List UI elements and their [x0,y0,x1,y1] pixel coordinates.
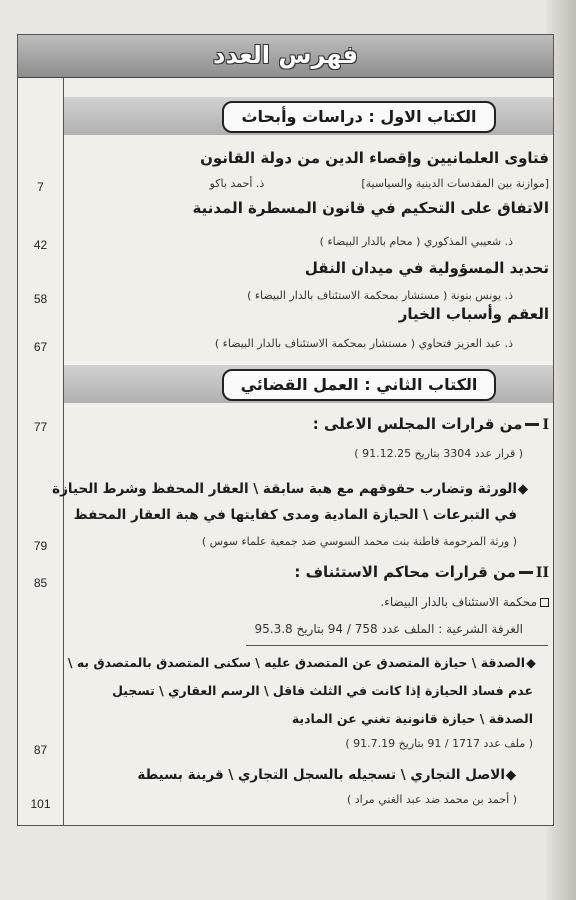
part1-item-title-1: الورثة وتضارب حقوقهم مع هبة سابقة \ العقار المحفظ وشرط الحيازة [52,481,517,497]
part2-item1-page: 87 [33,743,48,757]
part2-page: 85 [33,576,48,590]
entry2-page: 42 [33,238,48,252]
square-bullet-icon [540,598,549,607]
entry3-page: 58 [33,292,48,306]
part2-item1-line2: عدم فساد الحيازة إذا كانت في الثلث فاقل \ الرسم العقاري \ تسجيل [112,683,533,698]
entry1-subtitle: [موازنة بين المقدسات الدينية والسياسية] [361,177,549,190]
entry4-page: 67 [33,340,48,354]
section2-title: الكتاب الثاني : العمل القضائي [222,369,496,401]
bullet-icon: ◆ [505,767,517,783]
bullet-icon: ◆ [526,655,536,670]
part2-item2-parties: ( أحمد بن محمد ضد عبد الغني مراد ) [347,793,517,806]
part2-item2-line [137,767,517,783]
part2-heading-line [294,563,549,581]
chamber-underline [246,645,548,646]
part1-page: 77 [33,420,48,434]
section1-title: الكتاب الاول : دراسات وأبحاث [222,101,496,133]
part2-heading: من قرارات محاكم الاستئناف : [294,563,516,581]
part1-item-line1 [52,481,529,497]
part1-ref: ( قرار عدد 3304 بتاريخ 91.12.25 ) [354,447,523,460]
part2-numeral: II [535,565,549,581]
part1-item-page: 79 [33,539,48,553]
entry4-author: ذ. عبد العزيز فتحاوي ( مستشار بمحكمة الاستئناف بالدار البيضاء ) [214,337,513,350]
entry1-author: ذ. أحمد باكو [209,177,265,190]
part2-item1-line3: الصدقة \ حيازة قانونية تغني عن المادية [291,711,533,726]
section2-band [64,365,553,403]
part1-item-title-2: في التبرعات \ الحيازة المادية ومدى كفايتها في هبة العقار المحفظ [73,507,517,523]
part1-dash [525,423,539,426]
contents-title: فهرس العدد [213,41,358,69]
part2-item2-title: الاصل التجاري \ تسجيله بالسجل التجاري \ قرينة بسيطة [137,767,505,783]
page-number-column-divider [63,35,64,825]
page-bottom-margin [17,830,557,900]
entry3-author: ذ. يونس بنونة ( مستشار بمحكمة الاستئناف بالدار البيضاء ) [247,289,513,302]
entry1-meta-line [68,177,549,190]
entry1-title: فتاوى العلمانيين وإقصاء الدين من دولة القانون [200,149,549,167]
entry2-author: ذ. شعيبي المذكوري ( محام بالدار البيضاء ) [319,235,513,248]
part2-item1-ref: ( ملف عدد 1717 / 91 بتاريخ 91.7.19 ) [345,737,533,750]
part1-numeral: I [542,417,549,433]
part2-item2-page: 101 [30,797,51,811]
header-band [18,35,553,78]
entry2-title: الاتفاق على التحكيم في قانون المسطرة المدنية [192,199,549,217]
contents-table [17,34,554,826]
entry3-title: تحديد المسؤولية في ميدان النقل [304,259,549,277]
entry1-page: 7 [37,180,44,194]
part2-item1-line1-wrap [68,655,537,670]
part2-court: محكمة الاستئناف بالدار البيضاء. [380,595,537,609]
part1-item-parties: ( ورثة المرحومة فاطنة بنت محمد السوسي ضد جمعية علماء سوس ) [201,535,517,548]
part2-court-line [380,595,549,609]
part2-chamber: الغرفة الشرعية : الملف عدد 758 / 94 بتاريخ 95.3.8 [254,622,523,636]
part1-heading-line [313,415,549,433]
bullet-icon: ◆ [517,481,529,497]
section1-band [64,97,553,135]
part2-dash [519,571,533,574]
part2-item1-line1: الصدقة \ حيازة المتصدق عن المتصدق عليه \ سكنى المتصدق بالمتصدق به \ [67,655,525,670]
entry4-title: العقم وأسباب الخيار [398,305,549,323]
part1-heading: من قرارات المجلس الاعلى : [312,415,523,433]
